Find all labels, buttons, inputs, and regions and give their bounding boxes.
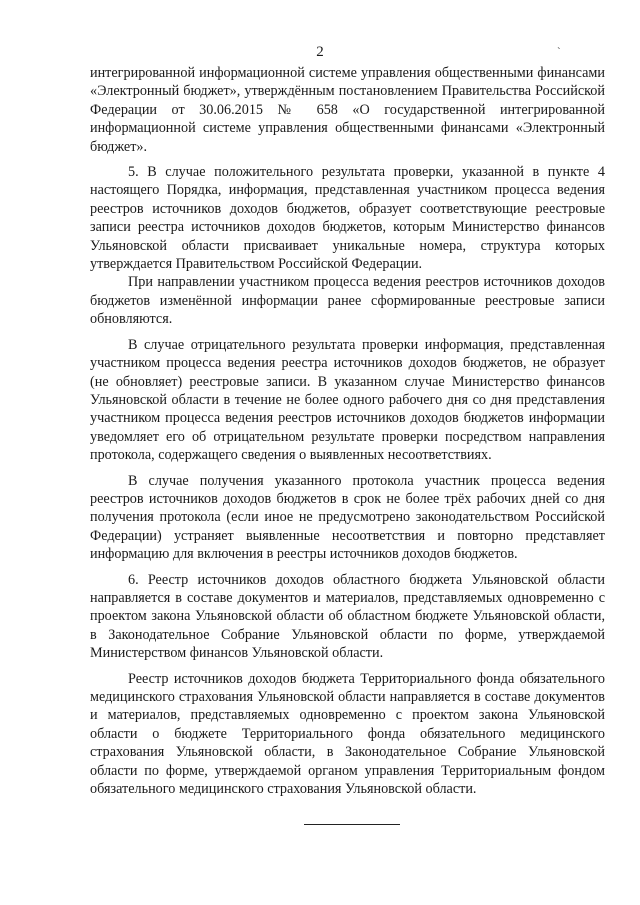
paragraph-item-5: 5. В случае положительного результата проверки, указанной в пункте 4 настоящего Порядка, информация, представленная участником процесса ведения реестров источников доходов бюджетов, образует соответствующие реестровые записи реестра источников доходов бюджетов, которым Министерство финансов Ульяновской области присваивает уникальные номера, структура которых утверждается Правительством Российской Федерации. [90, 164, 605, 273]
paragraph-continuation: интегрированной информационной системе управления общественными финансами «Электронный бюджет», утверждённым постановлением Правительства Российской Федерации от 30.06.2015 № 658 «О государственной интегрированной информационной системе управления общественными финансами «Электронный бюджет». [90, 65, 605, 155]
document-body [90, 64, 605, 805]
page-number: 2 [316, 44, 324, 60]
paragraph-item-6: 6. Реестр источников доходов областного бюджета Ульяновской области направляется в составе документов и материалов, представляемых одновременно с проектом закона Ульяновской области об областном бюджете Ульяновской области, в Законодательное Собрание Ульяновской области по форме, утверждаемой Министерством финансов Ульяновской области. [90, 571, 605, 662]
corner-mark: ˋ [557, 46, 561, 58]
paragraph-tfoms-registry: Реестр источников доходов бюджета Территориального фонда обязательного медицинского страхования Ульяновской области направляется в составе документов и материалов, представляемых одновременно с проектом закона Ульяновской области о бюджете Территориального фонда обязательного медицинского страхования Ульяновской области, в Законодательное Собрание Ульяновской области по форме, утверждаемой органом управления Территориальным фондом обязательного медицинского страхования Ульяновской области. [90, 670, 605, 798]
paragraph-protocol-received: В случае получения указанного протокола участник процесса ведения реестров источников доходов бюджетов в срок не более трёх рабочих дней со дня получения протокола (если иное не предусмотрено законодательством Российской Федерации) устраняет выявленные несоответствия и повторно представляет информацию для включения в реестры источников доходов бюджетов. [90, 472, 605, 563]
closing-divider [304, 824, 400, 825]
paragraph-update-records: При направлении участником процесса ведения реестров источников доходов бюджетов изменённой информации ранее сформированные реестровые записи обновляются. [90, 274, 605, 328]
paragraph-negative-result: В случае отрицательного результата проверки информация, представленная участником процесса ведения реестра источников доходов бюджетов, не образует (не обновляет) реестровые записи. В указанном случае Министерство финансов Ульяновской области в течение не более одного рабочего дня со дня представления участником процесса ведения реестров источников доходов бюджетов информации уведомляет его об отрицательном результате проверки посредством направления протокола, содержащего сведения о выявленных несоответствиях. [90, 336, 605, 464]
